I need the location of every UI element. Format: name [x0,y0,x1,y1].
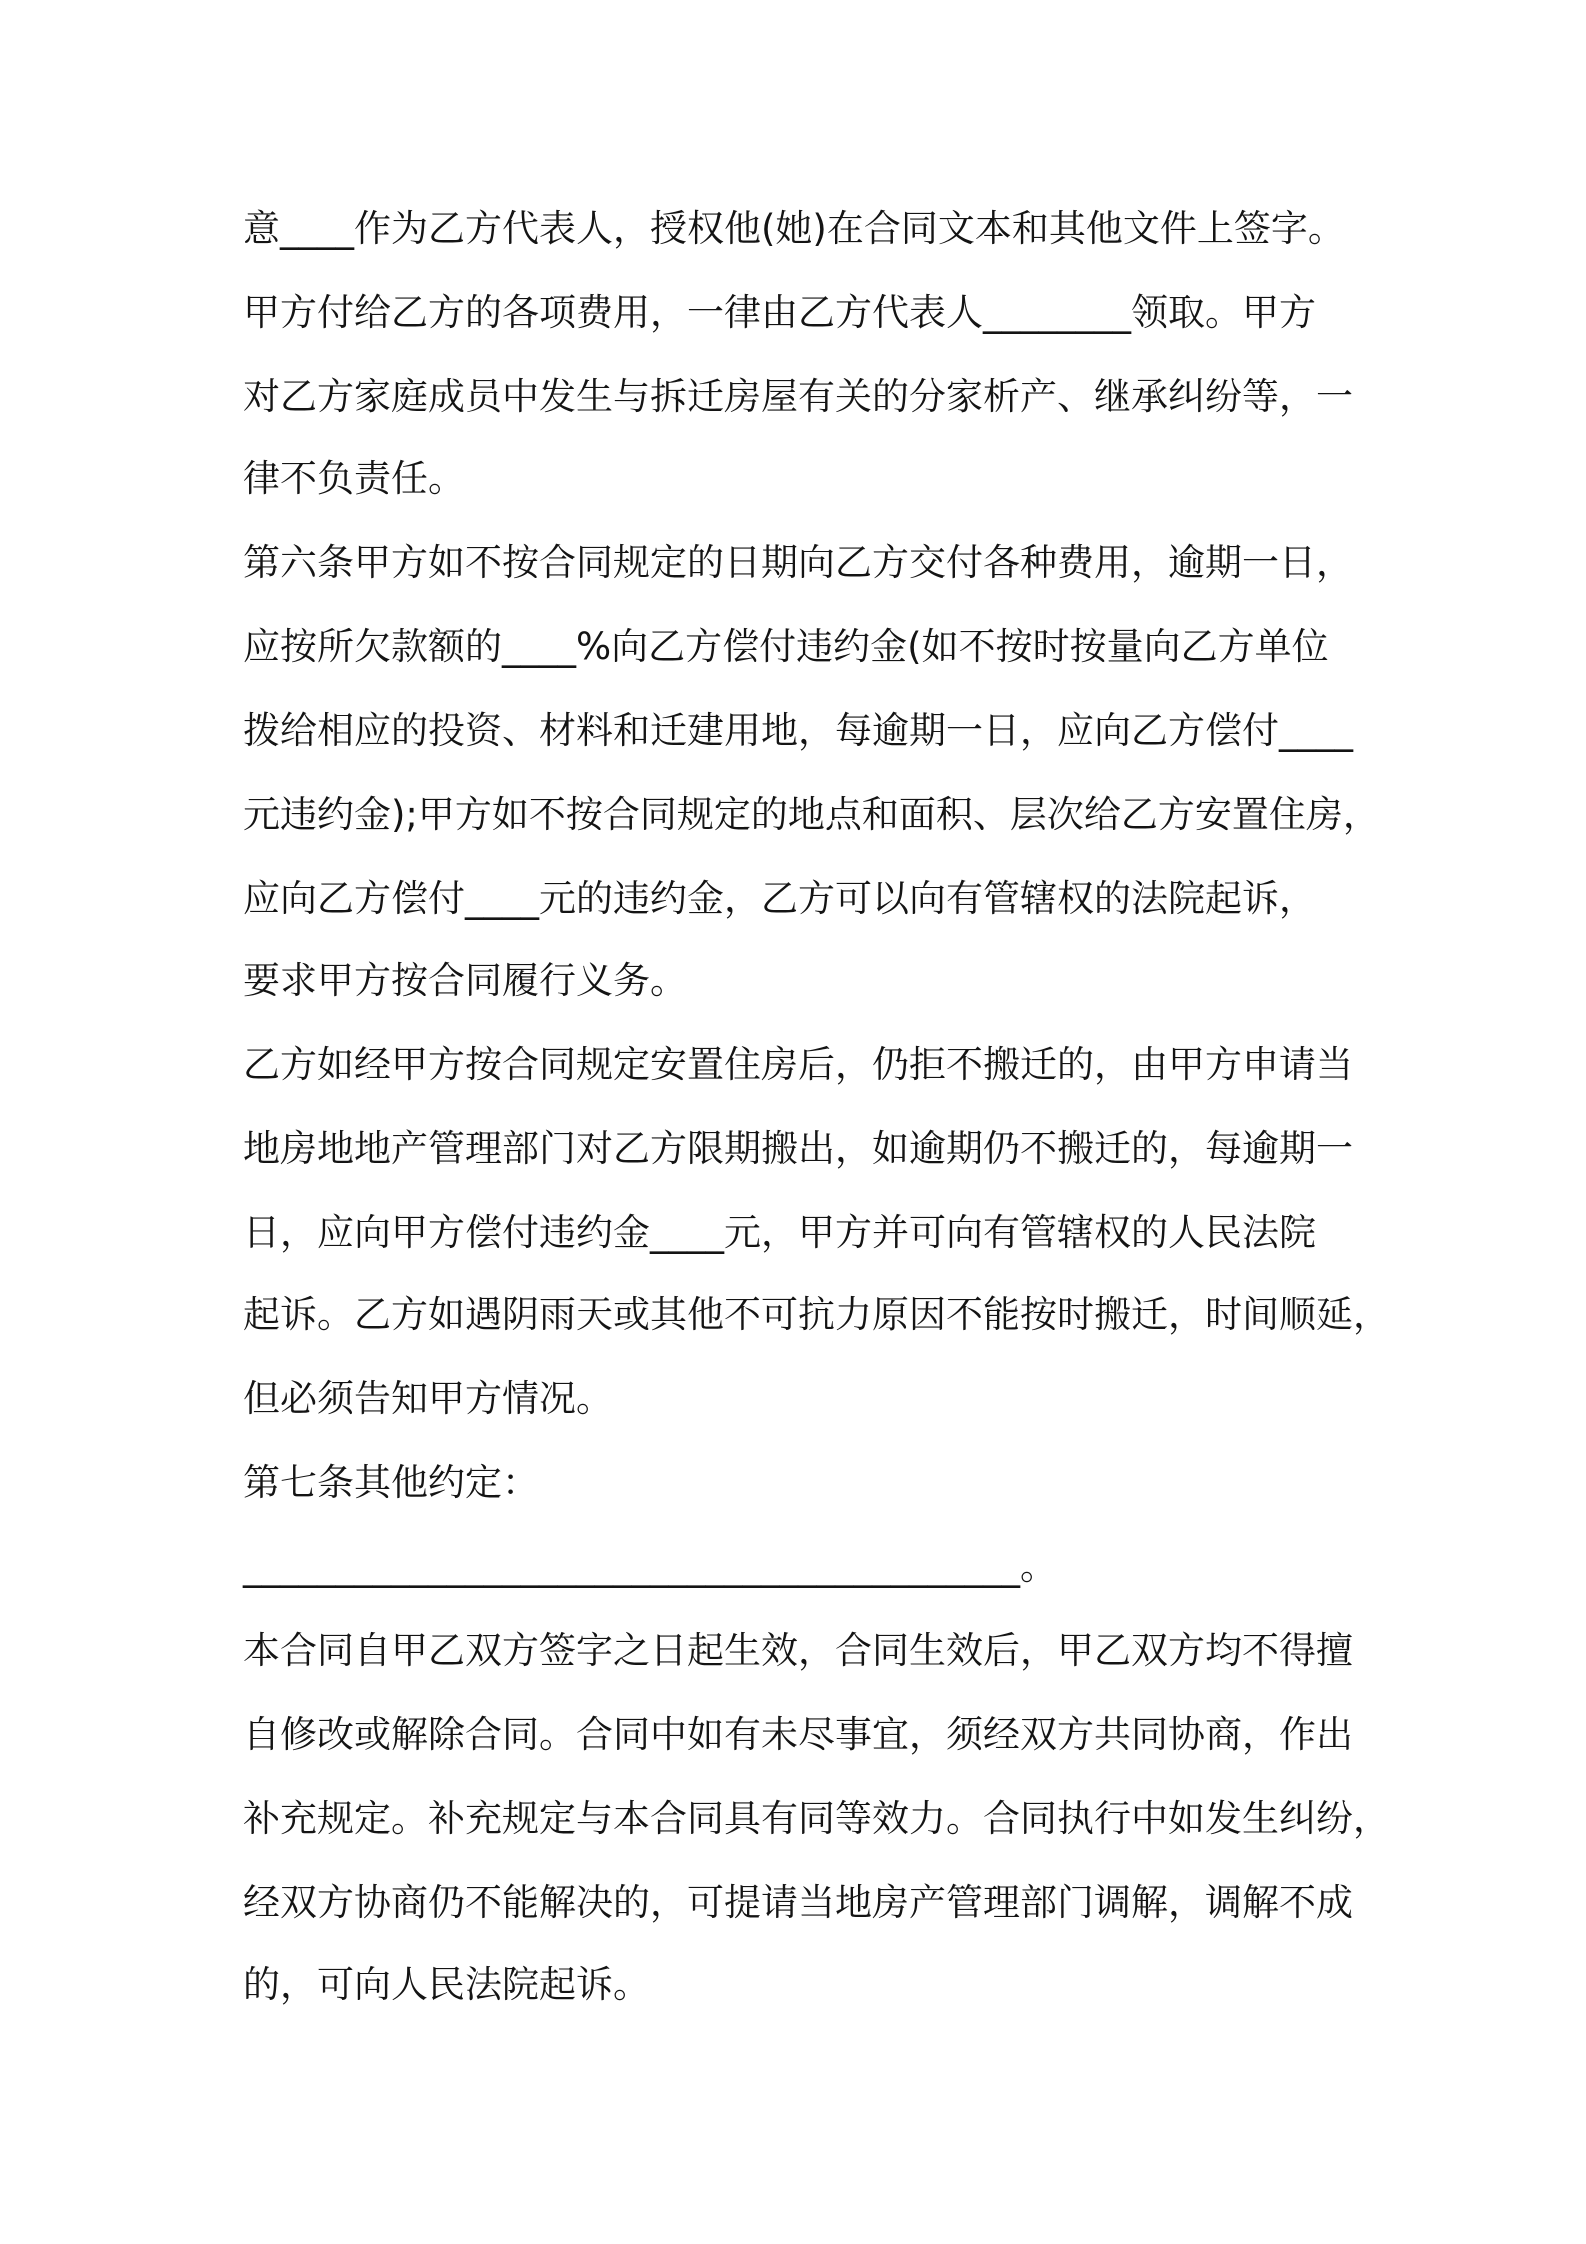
text-line: 意____作为乙方代表人，授权他(她)在合同文本和其他文件上签字。 [243,207,1345,250]
blank-underline-line: __________________________________________。 [243,1545,1057,1588]
text-line: 自修改或解除合同。合同中如有未尽事宜，须经双方共同协商，作出 [243,1713,1353,1756]
text-line: 第六条甲方如不按合同规定的日期向乙方交付各种费用，逾期一日， [243,541,1353,584]
text-line: 日，应向甲方偿付违约金____元，甲方并可向有管辖权的人民法院 [243,1211,1316,1254]
text-line: 应按所欠款额的____%向乙方偿付违约金(如不按时按量向乙方单位 [243,625,1329,668]
text-line: 拨给相应的投资、材料和迁建用地，每逾期一日，应向乙方偿付____ [243,709,1353,752]
text-line: 乙方如经甲方按合同规定安置住房后，仍拒不搬迁的，由甲方申请当 [243,1043,1353,1086]
text-line: 律不负责任。 [243,457,465,500]
text-line: 元违约金);甲方如不按合同规定的地点和面积、层次给乙方安置住房， [243,793,1380,836]
text-line: 甲方付给乙方的各项费用，一律由乙方代表人________领取。甲方 [243,291,1316,334]
text-line: 地房地地产管理部门对乙方限期搬出，如逾期仍不搬迁的，每逾期一 [243,1127,1353,1170]
text-line: 的，可向人民法院起诉。 [243,1963,650,2006]
text-line: 要求甲方按合同履行义务。 [243,959,687,1002]
text-line: 应向乙方偿付____元的违约金，乙方可以向有管辖权的法院起诉， [243,877,1316,920]
text-line: 本合同自甲乙双方签字之日起生效，合同生效后，甲乙双方均不得擅 [243,1629,1353,1672]
text-line: 但必须告知甲方情况。 [243,1377,613,1420]
text-line: 起诉。乙方如遇阴雨天或其他不可抗力原因不能按时搬迁，时间顺延， [243,1293,1390,1336]
text-line: 补充规定。补充规定与本合同具有同等效力。合同执行中如发生纠纷， [243,1797,1390,1840]
text-line: 第七条其他约定： [243,1461,539,1504]
text-line: 对乙方家庭成员中发生与拆迁房屋有关的分家析产、继承纠纷等，一 [243,375,1353,418]
text-line: 经双方协商仍不能解决的，可提请当地房产管理部门调解，调解不成 [243,1881,1353,1924]
